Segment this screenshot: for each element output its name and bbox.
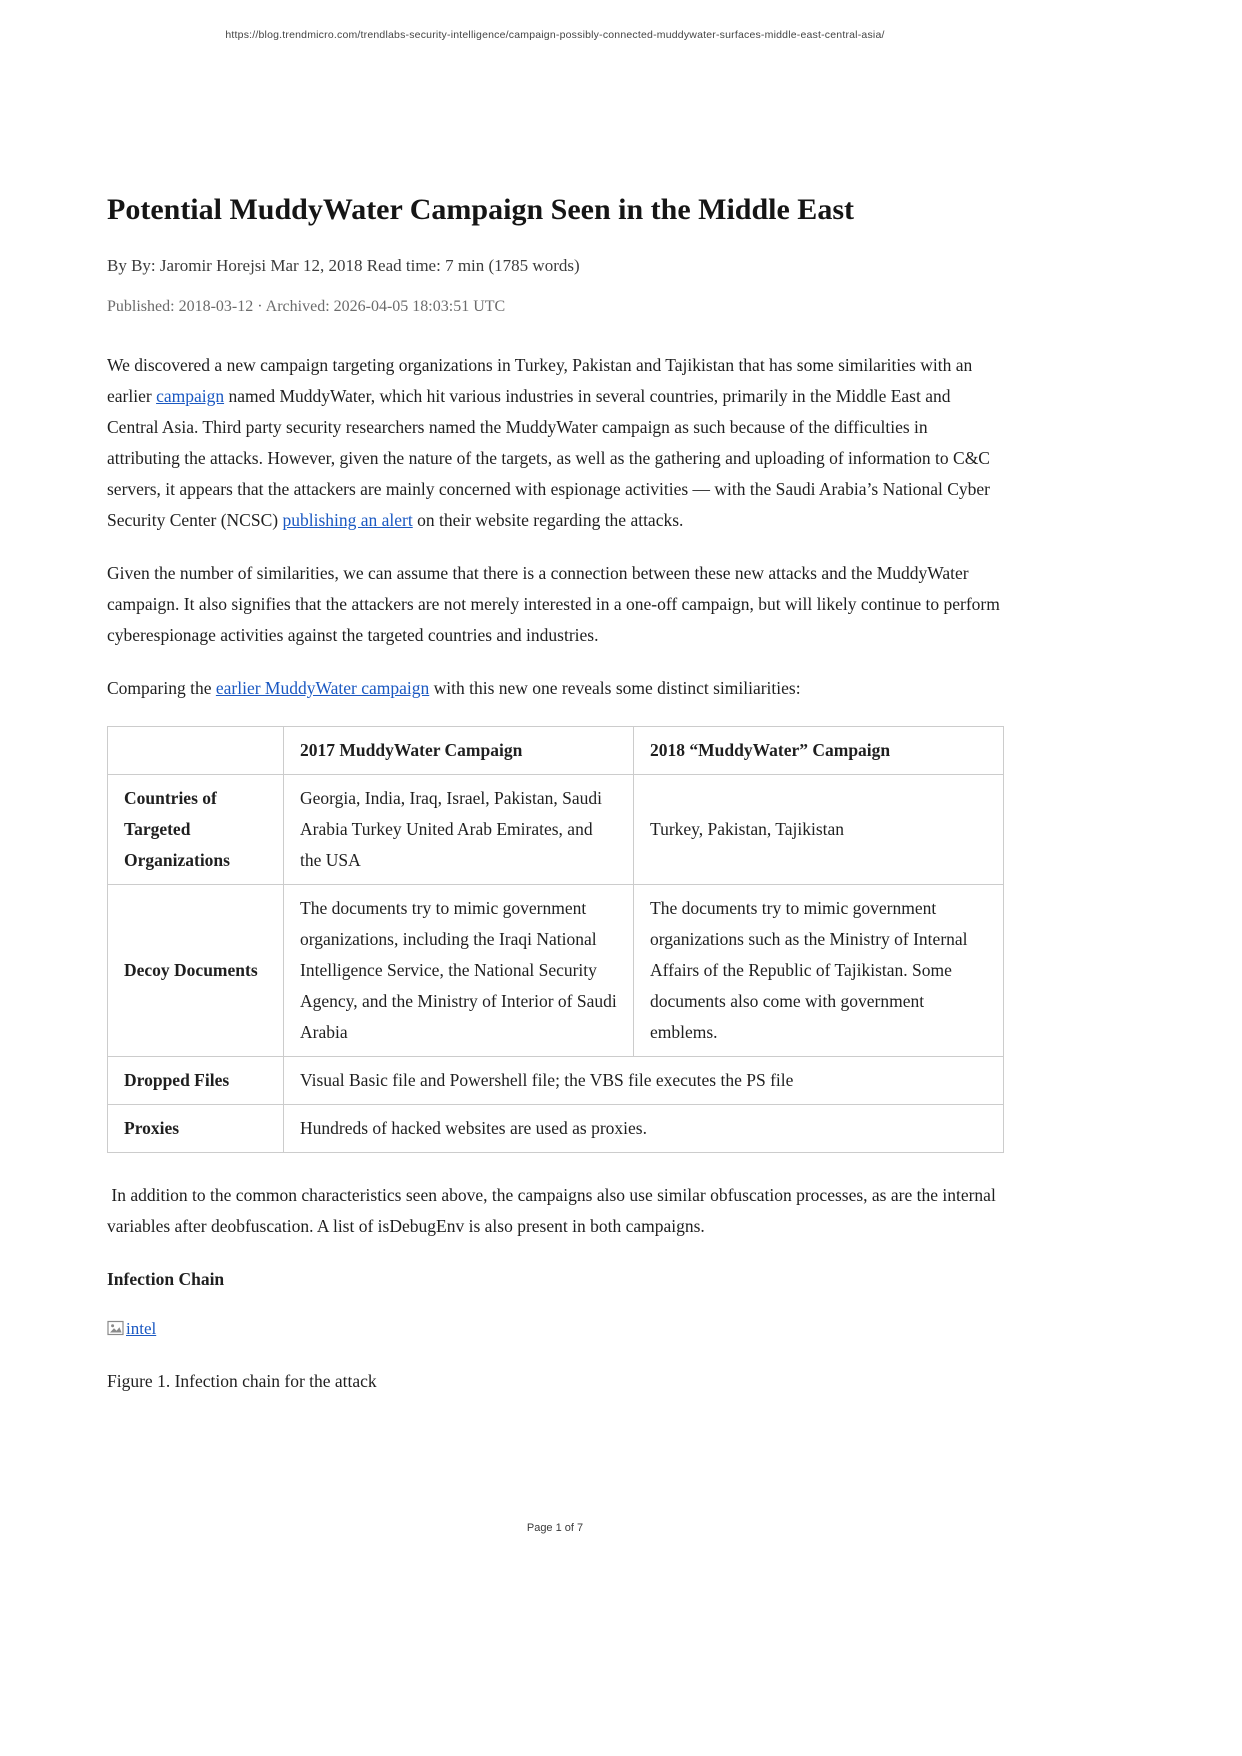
row-label-decoy: Decoy Documents bbox=[108, 885, 284, 1057]
broken-image-icon bbox=[107, 1320, 125, 1344]
table-header-empty bbox=[108, 727, 284, 775]
cell-decoy-2017: The documents try to mimic government organizations, including the Iraqi National Intelligence Service, the National Security Agency, and the Ministry of Interior of Saudi Arabia bbox=[284, 885, 634, 1057]
page-footer: Page 1 of 7 bbox=[526, 1522, 584, 1534]
campaign-link[interactable]: campaign bbox=[156, 386, 225, 406]
text-segment: We discovered a new campaign targeting organizations in Turkey, Pakistan and Tajikistan that has some similarities with an earlier bbox=[107, 355, 973, 406]
row-label-countries: Countries of Targeted Organizations bbox=[108, 775, 284, 885]
row-label-proxies: Proxies bbox=[108, 1105, 284, 1153]
intro-paragraph-3 bbox=[107, 673, 1003, 704]
table-row-dropped-files bbox=[108, 1057, 1004, 1105]
cell-dropped-files: Visual Basic file and Powershell file; the VBS file executes the PS file bbox=[284, 1057, 1004, 1105]
obfuscation-paragraph: In addition to the common characteristics seen above, the campaigns also use similar obfuscation processes, as are the internal variables after deobfuscation. A list of isDebugEnv is also present in both campaigns. bbox=[107, 1185, 1001, 1236]
table-header-2017: 2017 MuddyWater Campaign bbox=[284, 727, 634, 775]
text-segment: with this new one reveals some distinct similiarities: bbox=[429, 678, 801, 698]
text-segment: on their website regarding the attacks. bbox=[412, 510, 684, 530]
publishing-alert-link[interactable]: publishing an alert bbox=[282, 510, 413, 530]
comparison-table bbox=[107, 726, 1004, 1153]
infection-chain-heading: Infection Chain bbox=[107, 1269, 225, 1289]
figure-caption: Figure 1. Infection chain for the attack bbox=[107, 1371, 377, 1391]
cell-proxies: Hundreds of hacked websites are used as proxies. bbox=[284, 1105, 1004, 1153]
earlier-campaign-link[interactable]: earlier MuddyWater campaign bbox=[215, 678, 430, 698]
table-row-countries bbox=[108, 775, 1004, 885]
table-header-2018: 2018 “MuddyWater” Campaign bbox=[634, 727, 1004, 775]
article-byline: By By: Jaromir Horejsi Mar 12, 2018 Read time: 7 min (1785 words) bbox=[107, 256, 580, 275]
table-header-row bbox=[108, 727, 1004, 775]
intro-paragraph-2: Given the number of similarities, we can assume that there is a connection between these new attacks and the MuddyWater campaign. It also signifies that the attackers are not merely interested in a one-off campaign, but will likely continue to perform cyberespionage activities against the targeted countries and industries. bbox=[107, 563, 1000, 645]
article-title: Potential MuddyWater Campaign Seen in the Middle East bbox=[107, 193, 854, 226]
figure-broken-image bbox=[107, 1317, 1003, 1344]
page-url-header: https://blog.trendmicro.com/trendlabs-security-intelligence/campaign-possibly-connected-muddywater-surfaces-middle-east-central-asia/ bbox=[225, 29, 885, 41]
cell-countries-2018: Turkey, Pakistan, Tajikistan bbox=[634, 775, 1004, 885]
figure-image-link[interactable]: intel bbox=[126, 1319, 157, 1338]
cell-countries-2017: Georgia, India, Iraq, Israel, Pakistan, Saudi Arabia Turkey United Arab Emirates, and the USA bbox=[284, 775, 634, 885]
row-label-dropped-files: Dropped Files bbox=[108, 1057, 284, 1105]
article-content bbox=[107, 192, 1003, 1419]
article-meta: Published: 2018-03-12 · Archived: 2026-04-05 18:03:51 UTC bbox=[107, 298, 506, 315]
table-row-decoy bbox=[108, 885, 1004, 1057]
cell-decoy-2018: The documents try to mimic government organizations such as the Ministry of Internal Affairs of the Republic of Tajikistan. Some documents also come with government emblems. bbox=[634, 885, 1004, 1057]
intro-paragraph-1 bbox=[107, 350, 1003, 536]
table-row-proxies bbox=[108, 1105, 1004, 1153]
text-segment: Comparing the bbox=[107, 678, 216, 698]
text-segment: named MuddyWater, which hit various industries in several countries, primarily in the Middle East and Central Asia. Third party security researchers named the MuddyWater campaign as such because of the difficulties in attributing the attacks. However, given the nature of the targets, as well as the gathering and uploading of information to C&C servers, it appears that the attackers are mainly concerned with espionage activities — with the Saudi Arabia’s National Cyber Security Center (NCSC) bbox=[107, 386, 990, 530]
